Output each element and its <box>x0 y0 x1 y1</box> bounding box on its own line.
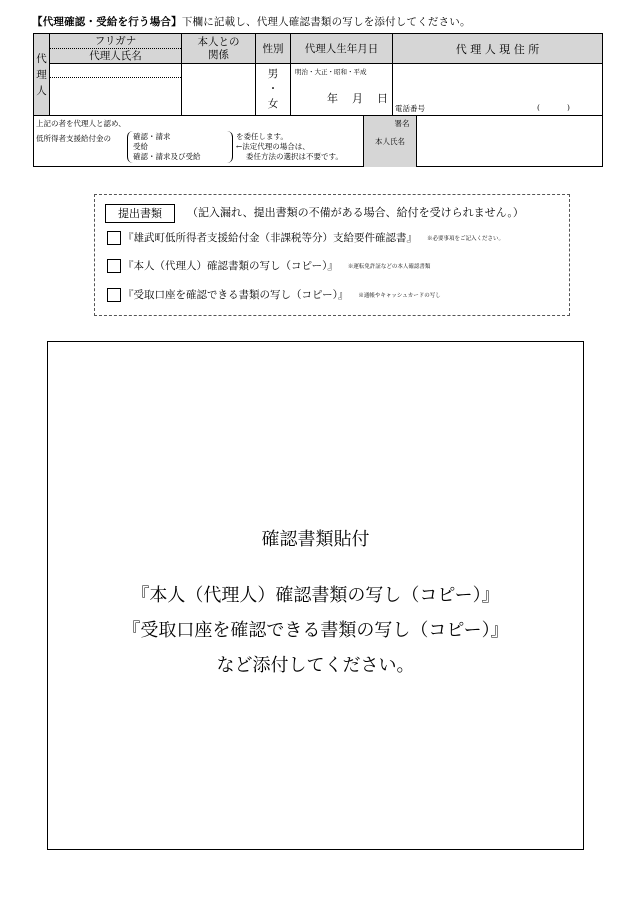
heading-bracket: 【代理確認・受給を行う場合】 <box>32 16 182 28</box>
submission-item <box>107 286 441 303</box>
proxy-section-heading <box>32 14 471 29</box>
address-header: 代 理 人 現 住 所 <box>393 34 603 64</box>
submission-item <box>107 257 430 274</box>
submission-documents-box <box>94 194 570 316</box>
submission-label: 提出書類 <box>105 204 175 223</box>
birth-date-units <box>327 90 388 106</box>
submission-item-note: ※通帳やキャッシュカードの写し <box>358 292 441 299</box>
paste-area-line2: 『受取口座を確認できる書類の写し（コピー）』 <box>122 620 509 641</box>
gender-cell[interactable] <box>256 64 291 116</box>
signature-cell[interactable] <box>393 116 603 167</box>
paste-area-line3: など添付してください。 <box>216 655 415 676</box>
submission-item-text: 『雄武町低所得者支援給付金（非課税等分）支給要件確認書』 <box>123 232 417 244</box>
proxy-name-header: 代理人氏名 <box>89 50 142 62</box>
relation-header-2: 関係 <box>208 48 229 61</box>
relation-header-cell <box>182 34 256 64</box>
proxy-info-table <box>33 33 603 167</box>
signature-label: 署名 <box>394 119 410 128</box>
submission-checkbox-3[interactable] <box>107 288 121 302</box>
submission-item-note: ※運転免許証などの本人確認書類 <box>347 263 431 270</box>
delegation-right3: 委任方法の選択は不要です。 <box>246 152 343 161</box>
side-char-3: 人 <box>36 84 47 97</box>
relation-input-cell[interactable] <box>182 64 256 116</box>
paste-area-title: 確認書類貼付 <box>261 529 370 550</box>
year-unit: 年 <box>327 92 338 105</box>
submission-checkbox-2[interactable] <box>107 259 121 273</box>
phone-row <box>395 103 602 114</box>
gender-separator: ・ <box>267 83 279 95</box>
submission-checkbox-1[interactable] <box>107 231 121 245</box>
paste-area-line1: 『本人（代理人）確認書類の写し（コピー）』 <box>131 585 500 606</box>
delegation-options-bracket <box>127 131 233 163</box>
phone-paren-close: ) <box>567 103 570 112</box>
delegation-right1: を委任します。 <box>236 132 288 141</box>
submission-item-text: 『受取口座を確認できる書類の写し（コピー）』 <box>123 289 349 301</box>
furigana-header: フリガナ <box>50 34 181 49</box>
day-unit: 日 <box>377 92 388 105</box>
side-char-1: 代 <box>36 52 47 65</box>
birth-input-cell[interactable] <box>291 64 393 116</box>
delegation-right2: ←法定代理の場合は、 <box>236 142 310 151</box>
principal-name-label: 本人氏名 <box>375 137 405 146</box>
submission-note: （記入漏れ、提出書類の不備がある場合、給付を受けられません。） <box>187 206 524 219</box>
address-input-cell[interactable] <box>393 64 603 116</box>
option-confirm-request-receive[interactable]: 確認・請求及び受給 <box>133 152 201 161</box>
phone-label: 電話番号 <box>395 104 425 113</box>
name-input-cell[interactable] <box>50 64 182 116</box>
gender-male[interactable]: 男 <box>267 68 279 80</box>
phone-paren-open: ( <box>537 103 540 112</box>
document-paste-area <box>47 341 584 850</box>
relation-header-1: 本人との <box>197 35 240 48</box>
delegation-line2-prefix: 低所得者支援給付金の <box>36 134 111 143</box>
submission-item <box>107 229 504 246</box>
furigana-input[interactable] <box>50 64 181 78</box>
option-confirm-request[interactable]: 確認・請求 <box>133 132 171 141</box>
month-unit: 月 <box>352 92 363 105</box>
gender-female[interactable]: 女 <box>267 98 279 110</box>
delegation-line1: 上記の者を代理人と認め、 <box>36 119 126 128</box>
side-char-2: 理 <box>36 68 47 81</box>
name-header-cell <box>50 34 182 64</box>
submission-item-text: 『本人（代理人）確認書類の写し（コピー）』 <box>123 260 338 272</box>
heading-text: 下欄に記載し、代理人確認書類の写しを添付してください。 <box>181 16 471 28</box>
birth-header: 代理人生年月日 <box>291 34 393 64</box>
submission-item-note: ※必要事項をご記入ください。 <box>427 235 505 242</box>
proxy-side-label <box>34 34 50 116</box>
option-receive[interactable]: 受給 <box>133 142 148 151</box>
era-options: 明治・大正・昭和・平成 <box>295 68 367 76</box>
gender-header: 性別 <box>256 34 291 64</box>
